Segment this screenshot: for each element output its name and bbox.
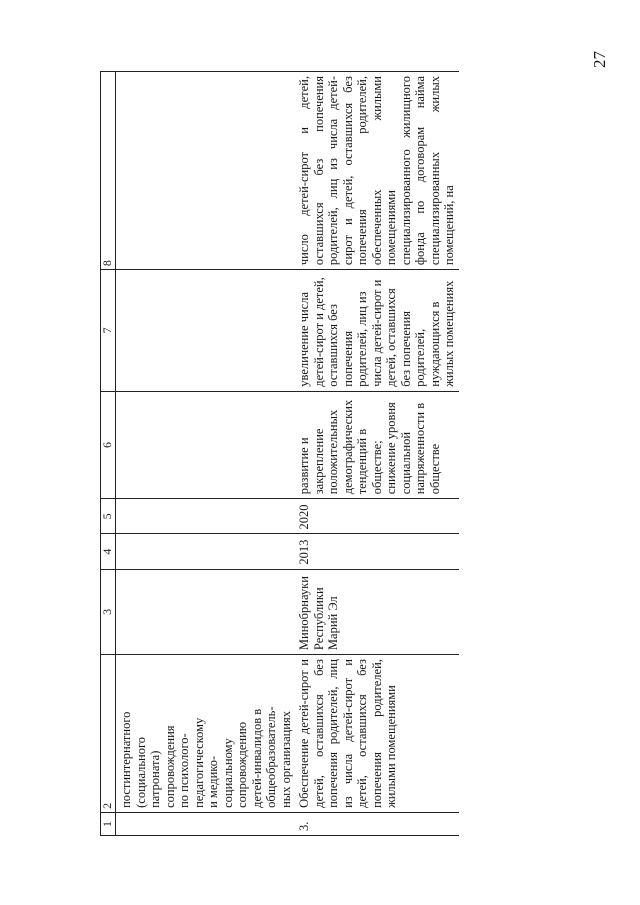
table-row-3 [295,72,459,836]
indicator-text: число детей-сирот и детей, оставшихся без попечения родителей, лиц из числа детей-сирот и детей, оставшихся без попечения родителей, обеспеченных жилыми помещениями специализированного жилищного фонда по договорам найма специализированных жилых помещений, на [295,72,459,270]
cont-line: патроната) [148,750,162,808]
cont-line: педагогическому [191,717,206,808]
table-header-row [101,72,116,836]
header-col-4: 4 [101,534,116,569]
measure-name: Обеспечение детей-сирот и детей, оставшихся без попечения родителей, лиц из числа детей-сирот и детей, оставшихся без попечения родителей, жилыми помещениями [295,655,459,813]
header-col-2: 2 [101,655,116,813]
cont-line: сопровождения [162,725,177,808]
start-year: 2013 [295,534,459,569]
cont-line: детей-инвалидов в [249,708,264,808]
document-table-rotated [100,71,640,836]
cont-line: общеобразователь- [264,706,278,808]
cell-empty [116,569,296,654]
header-col-1: 1 [101,812,116,835]
cell-empty [116,270,296,392]
cont-line: сопровождению [235,721,249,808]
expected-result: развитие и закрепление положительных демографических тенденций в обществе; снижение уровня социальной напряженности в обществе [295,391,459,499]
page-number: 27 [590,51,609,68]
row-number: 3. [295,812,459,835]
cell-num-empty [116,812,296,835]
table-row-continuation [116,72,296,836]
header-col-5: 5 [101,499,116,534]
header-col-7: 7 [101,270,116,392]
cont-line: по психолого- [177,733,191,808]
cont-line: социальному [220,738,235,808]
cell-empty [116,72,296,270]
cont-line: и медико- [206,755,220,808]
cont-line: ных организациях [278,711,293,808]
header-col-6: 6 [101,391,116,499]
header-col-8: 8 [101,72,116,270]
header-col-3: 3 [101,569,116,654]
consequences-text: увеличение числа детей-сирот и детей, оставшихся без попечения родителей, лиц из числа детей-сирот и детей, оставшихся без попечения родителей, нуждающихся в жилых помещениях [295,270,459,392]
cell-empty [116,391,296,499]
cell-empty [116,534,296,569]
cell-empty [116,499,296,534]
program-table [100,71,459,836]
responsible-executor: Минобрнауки Республики Марий Эл [295,569,459,654]
cont-line: постинтернатного [119,711,133,808]
cell-continuation-text [116,655,296,813]
cont-line: (социального [133,736,148,808]
end-year: 2020 [295,499,459,534]
